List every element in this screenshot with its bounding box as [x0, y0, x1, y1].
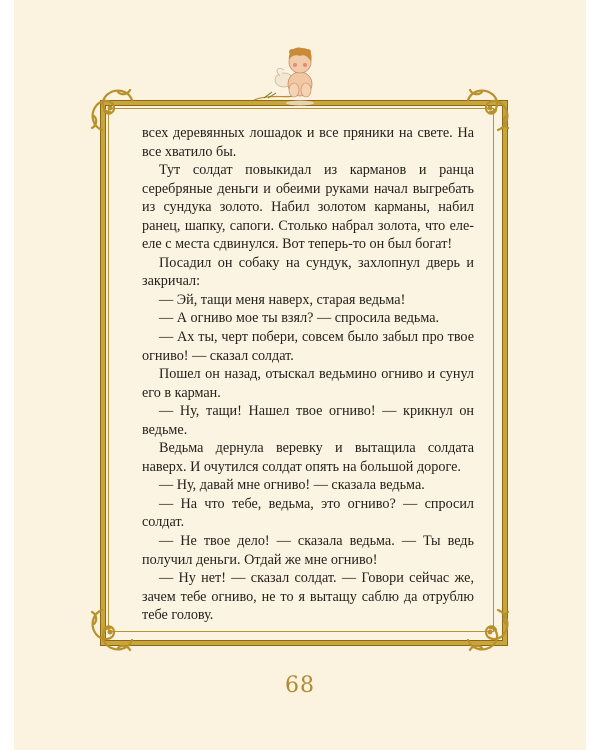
paragraph: — А огниво мое ты взял? — спросила ведьма.	[159, 310, 440, 327]
paragraph: — Ну, давай мне огниво! — сказала ведьма.	[159, 477, 425, 494]
cherub-illustration	[250, 40, 330, 106]
paragraph: — Эй, тащи меня наверх, старая ведьма!	[159, 291, 406, 308]
paragraph: Посадил он собаку на сундук, захлопнул дверь и закричал:	[142, 254, 474, 290]
paragraph: — На что тебе, ведьма, это огниво? — спросил солдат.	[142, 495, 474, 531]
corner-ornament-top-left	[88, 86, 134, 132]
paragraph: — Не твое дело! — сказала ведьма. — Ты ведь получил деньги. Отдай же мне огниво!	[142, 533, 474, 568]
story-text	[142, 124, 474, 625]
paragraph: Пошел он назад, отыскал ведьмино огниво и сунул его в карман.	[142, 366, 474, 401]
page-number: 68	[285, 673, 315, 698]
paragraph: Ведьма дернула веревку и вытащила солдата наверх. И очутился солдат опять на большой дороге.	[142, 440, 474, 475]
paragraph: — Ну нет! — сказал солдат. — Говори сейчас же, зачем тебе огниво, не то я вытащу саблю да отрублю тебе голову.	[142, 570, 474, 624]
paragraph: всех деревянных лошадок и все пряники на свете. На все хватило бы.	[142, 125, 474, 160]
paragraph: Тут солдат повыкидал из карманов и ранца серебряные деньги и обеими руками начал выгребать из сундука золото. Набил золотом карманы, набил ранец, шапку, сапоги. Столько набрал золота, что еле-еле с места сдвинулся. Вот теперь-то он был богат!	[142, 162, 474, 253]
corner-ornament-bottom-left	[88, 608, 134, 654]
paragraph: — Ах ты, черт побери, совсем было забыл про твое огниво! — сказал солдат.	[142, 329, 474, 364]
paragraph: — Ну, тащи! Нашел твое огниво! — крикнул он ведьме.	[142, 403, 474, 438]
